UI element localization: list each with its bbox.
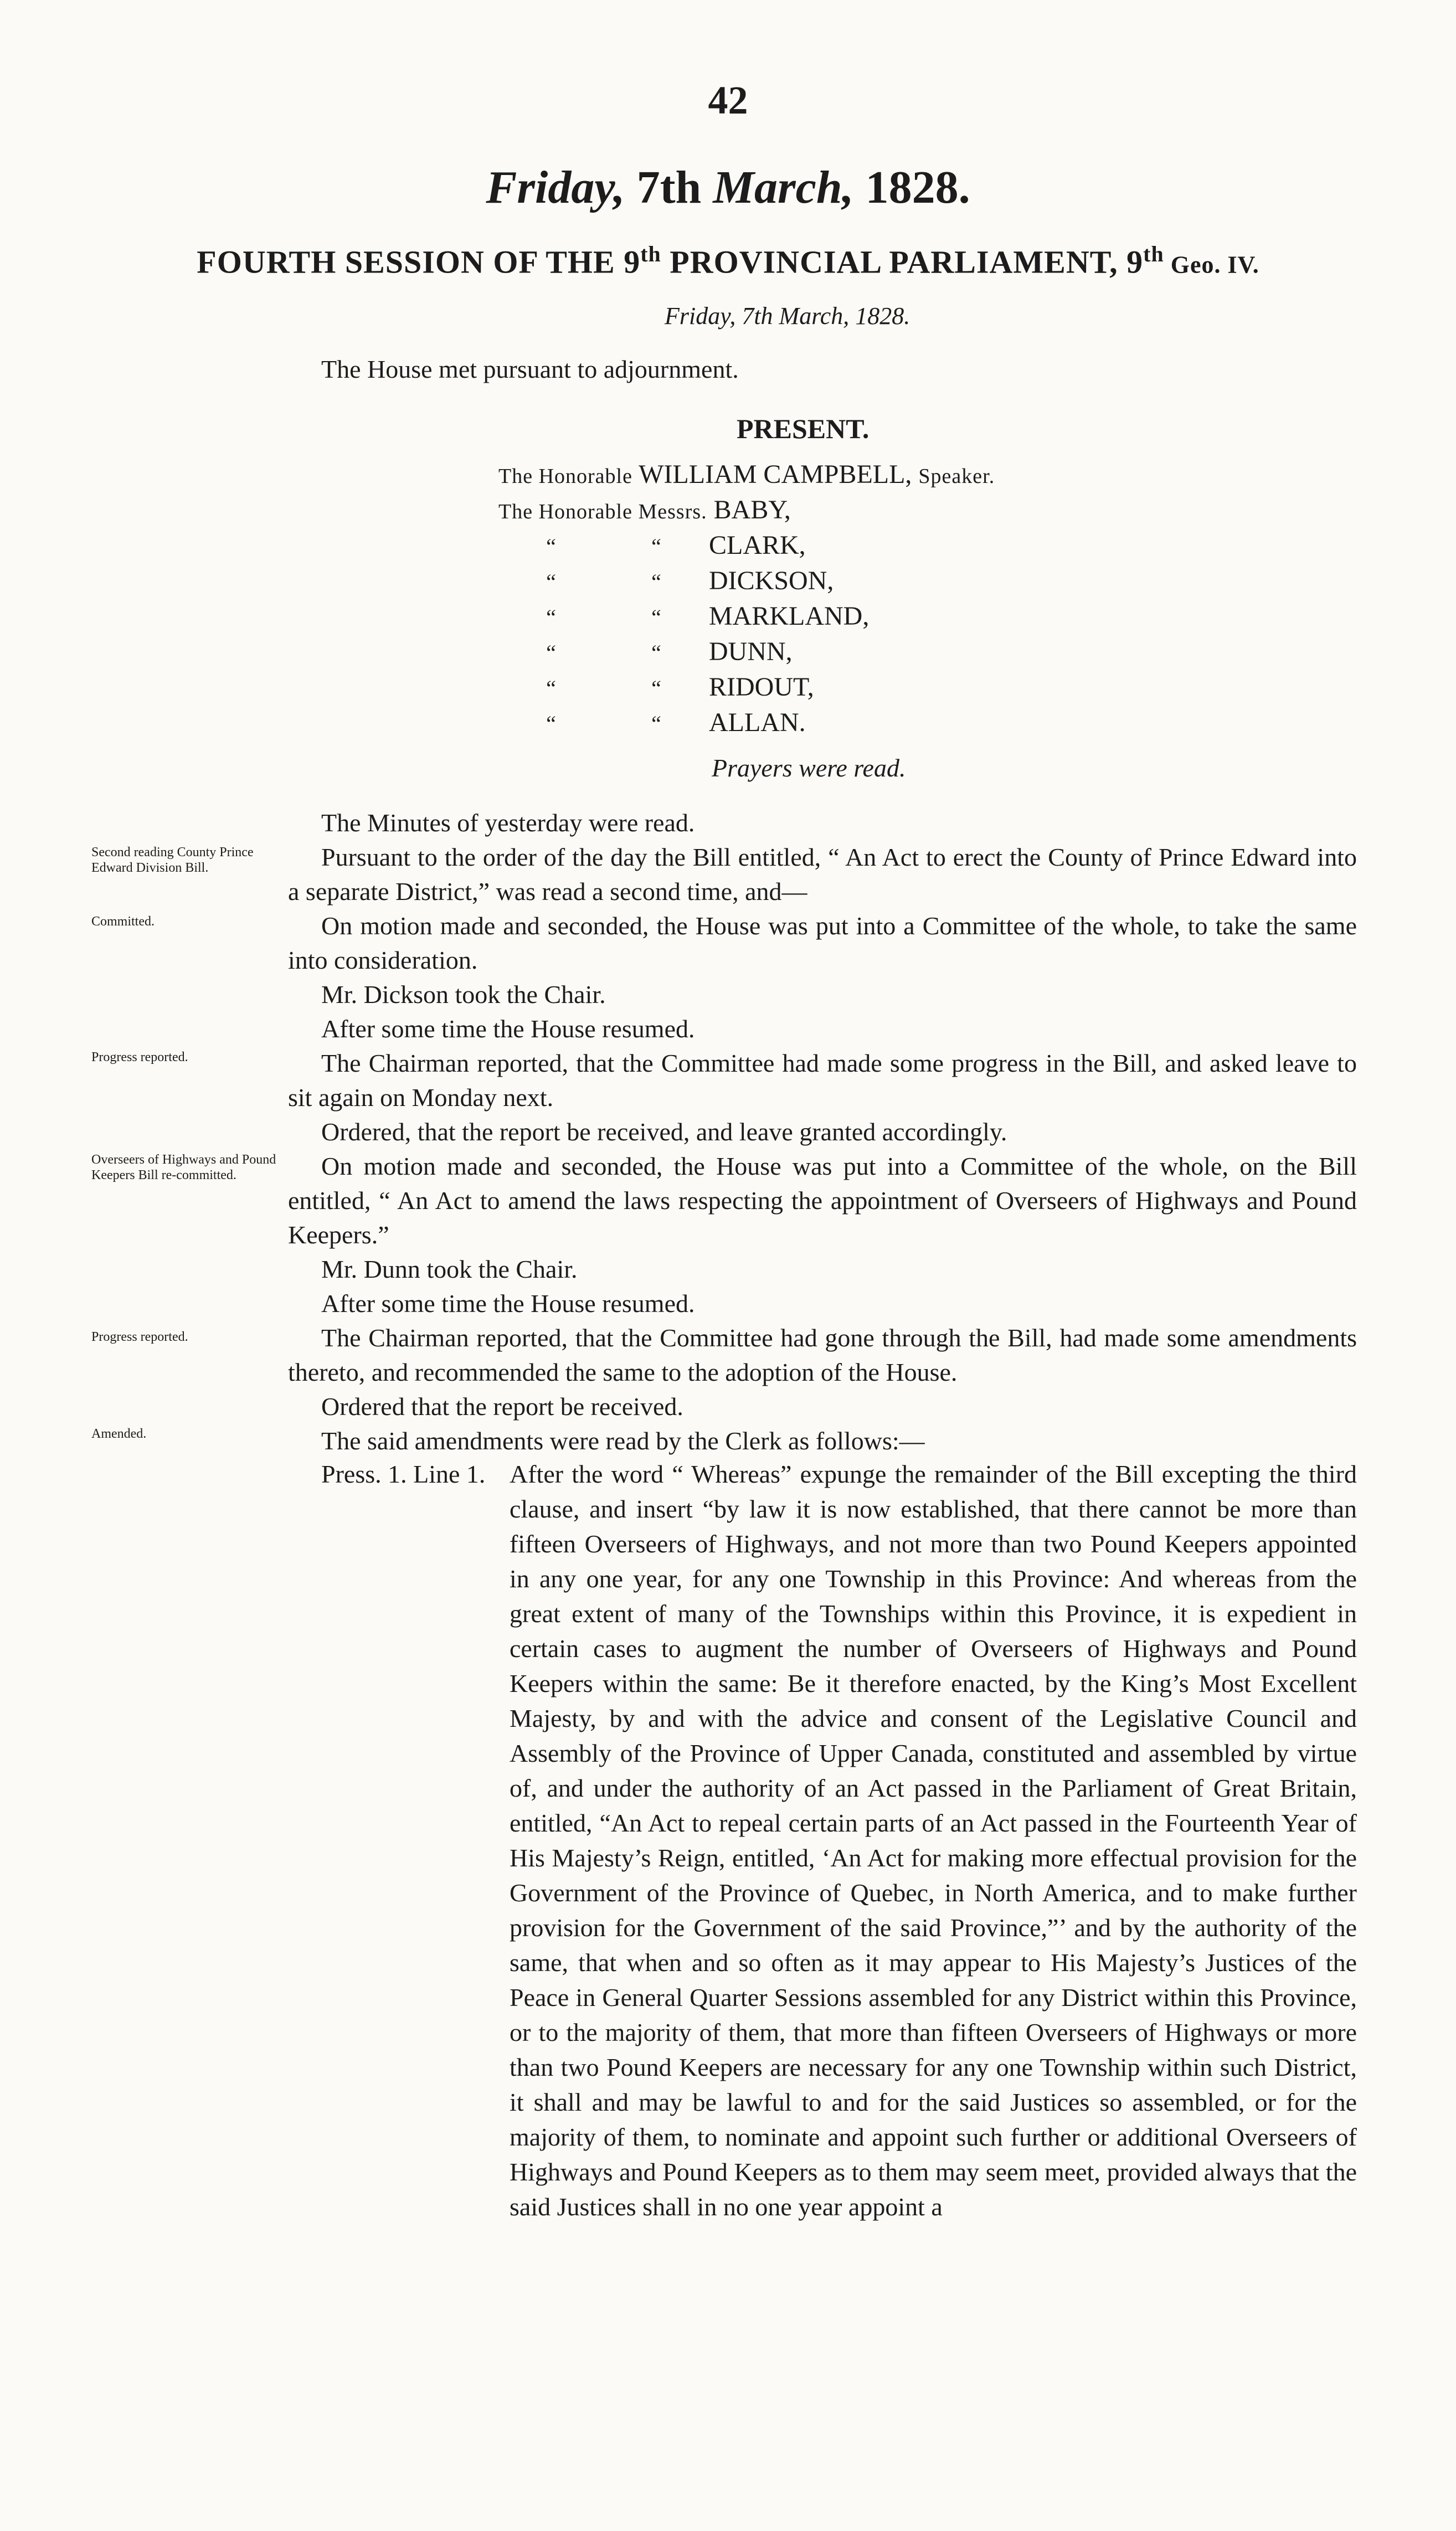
- sub-date: Friday, 7th March, 1828.: [665, 302, 910, 330]
- member-name: WILLIAM CAMPBELL,: [639, 460, 912, 489]
- page-number: 42: [708, 78, 748, 122]
- present-heading: PRESENT.: [737, 413, 870, 444]
- paragraph: Mr. Dunn took the Chair.: [321, 1255, 578, 1283]
- member-name: DICKSON,: [709, 566, 834, 595]
- date-title: [0, 161, 1456, 214]
- paragraph: After some time the House resumed.: [321, 1289, 695, 1318]
- ditto-mark: “: [651, 676, 661, 701]
- paragraph: Ordered that the report be received.: [321, 1392, 683, 1421]
- paragraph: After some time the House resumed.: [321, 1015, 695, 1043]
- ditto-mark: “: [546, 605, 556, 630]
- member-name: BABY,: [713, 495, 791, 524]
- ditto-mark: “: [651, 640, 661, 665]
- amendment-reference: Press. 1. Line 1.: [321, 1460, 486, 1488]
- amendment-text: After the word “ Whereas” expunge the remainder of the Bill excepting the third clause, and insert “by law it is now established, that there cannot be more than fifteen Overseers of Highways, and not more than two Pound Keepers appointed in any one year, for any one Township in this Province: And whereas from the great extent of many of the Townships within this Province, it is expedient in certain cases to augment the number of Overseers of Highways and Pound Keepers within the same: Be it therefore enacted, by the King’s Most Excellent Majesty, by and with the advice and consent of the Legislative Council and Assembly of the Province of Upper Canada, constituted and assembled by virtue of, and under the authority of an Act passed in the Parliament of Great Britain, entitled, “An Act to repeal certain parts of an Act passed in the Fourteenth Year of His Majesty’s Reign, entitled, ‘An Act for making more effectual provision for the Government of the Province of Quebec, in North America, and to make further provision for the Government of the said Province,”’ and by the authority of the same, that when and so often as it may appear to His Majesty’s Justices of the Peace in General Quarter Sessions assembled for any District within this Province, or to the majority of them, that more than fifteen Overseers of Highways or more than two Pound Keepers are necessary for any one Township within such District, it shall and may be lawful to and for the said Justices so assembled, or for the majority of them, to nominate and appoint such further or additional Overseers of Highways and Pound Keepers as to them may seem meet, provided always that the said Justices shall in no one year appoint a: [510, 1460, 1357, 2221]
- ditto-mark: “: [651, 534, 661, 559]
- member-row: [498, 634, 995, 670]
- member-name: RIDOUT,: [709, 672, 814, 702]
- margin-note-committed: Committed.: [91, 914, 155, 929]
- member-row: [498, 563, 995, 599]
- date-month: March,: [713, 162, 854, 213]
- paragraph: Pursuant to the order of the day the Bill entitled, “ An Act to erect the County of Prince Edward into a separate District,” was read a second time, and—: [288, 843, 1357, 906]
- member-row: [498, 599, 995, 634]
- ditto-mark: “: [546, 569, 556, 594]
- paragraph: The Minutes of yesterday were read.: [321, 809, 695, 837]
- date-year: 1828.: [853, 162, 970, 213]
- member-row: [498, 528, 995, 563]
- member-row: [498, 670, 995, 705]
- member-name: CLARK,: [709, 531, 806, 560]
- member-name: DUNN,: [709, 637, 793, 666]
- paragraph: The said amendments were read by the Clerk as follows:—: [321, 1427, 925, 1455]
- prayers-line: Prayers were read.: [712, 754, 906, 782]
- ditto-mark: “: [546, 534, 556, 559]
- paragraph: Ordered, that the report be received, and leave granted accordingly.: [321, 1118, 1007, 1146]
- margin-note-progress-2: Progress reported.: [91, 1330, 188, 1344]
- paragraph: Mr. Dickson took the Chair.: [321, 980, 606, 1009]
- session-main: FOURTH SESSION OF THE 9: [197, 244, 641, 280]
- member-row: [498, 705, 995, 740]
- margin-note-overseers: Overseers of Highways and Pound Keepers Bill re-committed.: [91, 1153, 276, 1182]
- member-row: [498, 457, 995, 492]
- paragraph: On motion made and seconded, the House was put into a Committee of the whole, to take the same into consideration.: [288, 912, 1357, 974]
- date-rest: 7th: [625, 162, 713, 213]
- ditto-mark: “: [546, 640, 556, 665]
- margin-note-amended: Amended.: [91, 1427, 147, 1441]
- amendment-block: [321, 1457, 1357, 2224]
- ditto-mark: “: [651, 569, 661, 594]
- date-day: Friday,: [486, 162, 625, 213]
- member-prefix: The Honorable: [498, 465, 632, 488]
- member-row: [498, 492, 995, 528]
- member-suffix: Speaker.: [918, 465, 995, 488]
- opening-line: The House met pursuant to adjournment.: [321, 355, 739, 383]
- ditto-mark: “: [651, 711, 661, 736]
- member-name: MARKLAND,: [709, 601, 870, 631]
- member-prefix: The Honorable Messrs.: [498, 500, 707, 523]
- member-name: ALLAN.: [709, 708, 806, 737]
- paragraph: The Chairman reported, that the Committee had made some progress in the Bill, and asked leave to sit again on Monday next.: [288, 1049, 1357, 1112]
- session-sup1: th: [640, 241, 661, 266]
- session-end: Geo. IV.: [1164, 251, 1259, 279]
- margin-note-progress: Progress reported.: [91, 1050, 188, 1064]
- ditto-mark: “: [546, 676, 556, 701]
- paragraph: On motion made and seconded, the House was put into a Committee of the whole, on the Bill entitled, “ An Act to amend the laws respecting the appointment of Overseers of Highways and Pound Keepers.”: [288, 1152, 1357, 1249]
- session-title: [0, 241, 1456, 280]
- session-sup2: th: [1143, 241, 1164, 266]
- ditto-mark: “: [546, 711, 556, 736]
- paragraph: The Chairman reported, that the Committee had gone through the Bill, had made some amendments thereto, and recommended the same to the adoption of the House.: [288, 1324, 1357, 1386]
- ditto-mark: “: [651, 605, 661, 630]
- margin-note-second-reading: Second reading County Prince Edward Division Bill.: [91, 845, 254, 875]
- members-list: [498, 457, 995, 740]
- proceedings-body: [288, 806, 1357, 1458]
- session-middle: PROVINCIAL PARLIAMENT, 9: [661, 244, 1144, 280]
